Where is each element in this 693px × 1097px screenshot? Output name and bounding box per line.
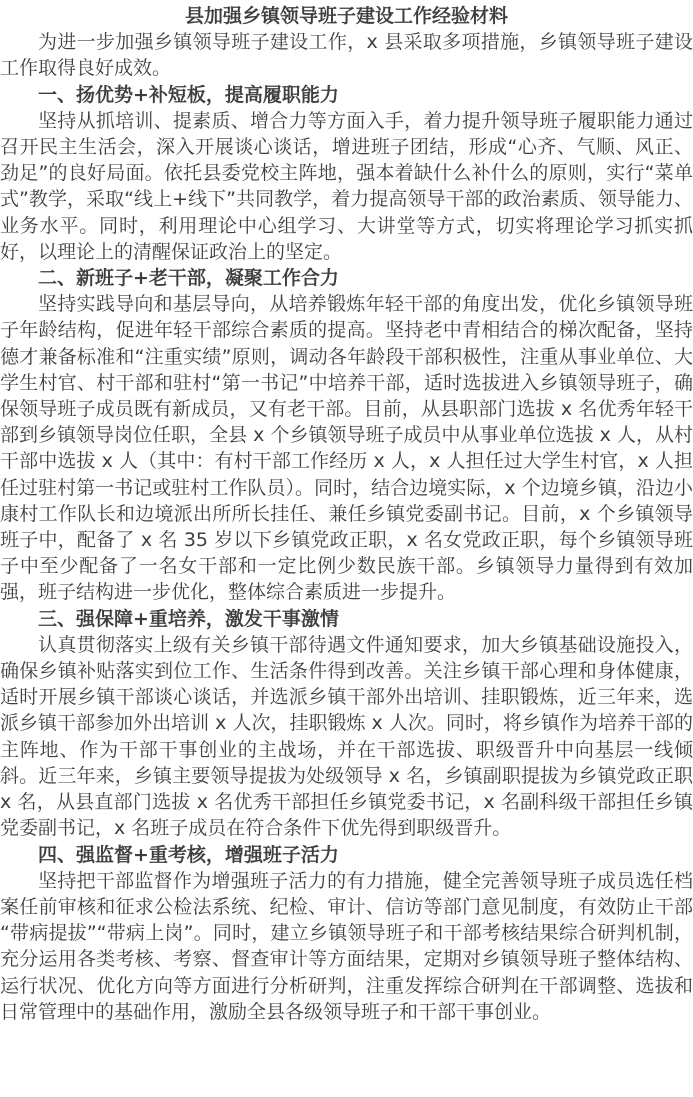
body-paragraph: 坚持从抓培训、提素质、增合力等方面入手，着力提升领导班子履职能力通过召开民主生活会，深入开展谈心谈话，增进班子团结，形成“心齐、气顺、风正、劲足”的良好局面。依托县委党校主阵地，强本着缺什么补什么的原则，实行“菜单式”教学，采取“线上+线下”共同教学，着力提高领导干部的政治素质、领导能力、业务水平。同时，利用理论中心组学习、大讲堂等方式，切实将理论学习抓实抓好，以理论上的清醒保证政治上的坚定。 (0, 109, 693, 263)
body-paragraph: 坚持实践导向和基层导向，从培养锻炼年轻干部的角度出发，优化乡镇领导班子年龄结构，促进年轻干部综合素质的提高。坚持老中青相结合的梯次配备，坚持德才兼备标准和“注重实绩”原则，调动各年龄段干部积极性，注重从事业单位、大学生村官、村干部和驻村“第一书记”中培养干部，适时选拔进入乡镇领导班子，确保领导班子成员既有新成员，又有老干部。目前，从县职部门选拔 x 名优秀年轻干部到乡镇领导岗位任职，全县 x 个乡镇领导班子成员中从事业单位选拔 x 人，从村干部中选拔 x 人（其中：有村干部工作经历 x 人，x 人担任过大学生村官，x 人担任过驻村第一书记或驻村工作队员）。同时，结合边境实际，x 个边境乡镇，沿边小康村工作队长和边境派出所所长挂任、兼任乡镇党委副书记。目前，x 个乡镇领导班子中，配备了 x 名 35 岁以下乡镇党政正职，x 名女党政正职，每个乡镇领导班子中至少配备了一名女干部和一定比例少数民族干部。乡镇领导力量得到有效加强，班子结构进一步优化，整体综合素质进一步提升。 (0, 293, 693, 604)
document-body (0, 29, 693, 1025)
section-heading: 一、扬优势+补短板，提高履职能力 (38, 83, 339, 106)
document-title: 县加强乡镇领导班子建设工作经验材料 (184, 5, 508, 27)
body-paragraph: 认真贯彻落实上级有关乡镇干部待遇文件通知要求，加大乡镇基础设施投入，确保乡镇补贴落实到位工作、生活条件得到改善。关注乡镇干部心理和身体健康，适时开展乡镇干部谈心谈话，并选派乡镇干部外出培训、挂职锻炼，近三年来，选派乡镇干部参加外出培训 x 人次，挂职锻炼 x 人次。同时，将乡镇作为培养干部的主阵地、作为干部干事创业的主战场，并在干部选拔、职级晋升中向基层一线倾斜。近三年来，乡镇主要领导提拔为处级领导 x 名，乡镇副职提拔为乡镇党政正职 x 名，从县直部门选拔 x 名优秀干部担任乡镇党委书记，x 名副科级干部担任乡镇党委副书记，x 名班子成员在符合条件下优先得到职级晋升。 (0, 633, 693, 840)
section-heading: 三、强保障+重培养，激发干事激情 (38, 607, 339, 630)
section-heading: 四、强监督+重考核，增强班子活力 (38, 843, 339, 866)
body-paragraph: 为进一步加强乡镇领导班子建设工作，x 县采取多项措施，乡镇领导班子建设工作取得良好成效。 (0, 31, 693, 80)
body-paragraph: 坚持把干部监督作为增强班子活力的有力措施，健全完善领导班子成员选任档案任前审核和征求公检法系统、纪检、审计、信访等部门意见制度，有效防止干部“带病提拔”“带病上岗”。同时，建立乡镇领导班子和干部考核结果综合研判机制，充分运用各类考核、考察、督查审计等方面结果，定期对乡镇领导班子整体结构、运行状况、优化方向等方面进行分析研判，注重发挥综合研判在干部调整、选拔和日常管理中的基础作用，激励全县各级领导班子和干部干事创业。 (0, 869, 693, 1023)
section-heading: 二、新班子+老干部，凝聚工作合力 (38, 267, 339, 290)
